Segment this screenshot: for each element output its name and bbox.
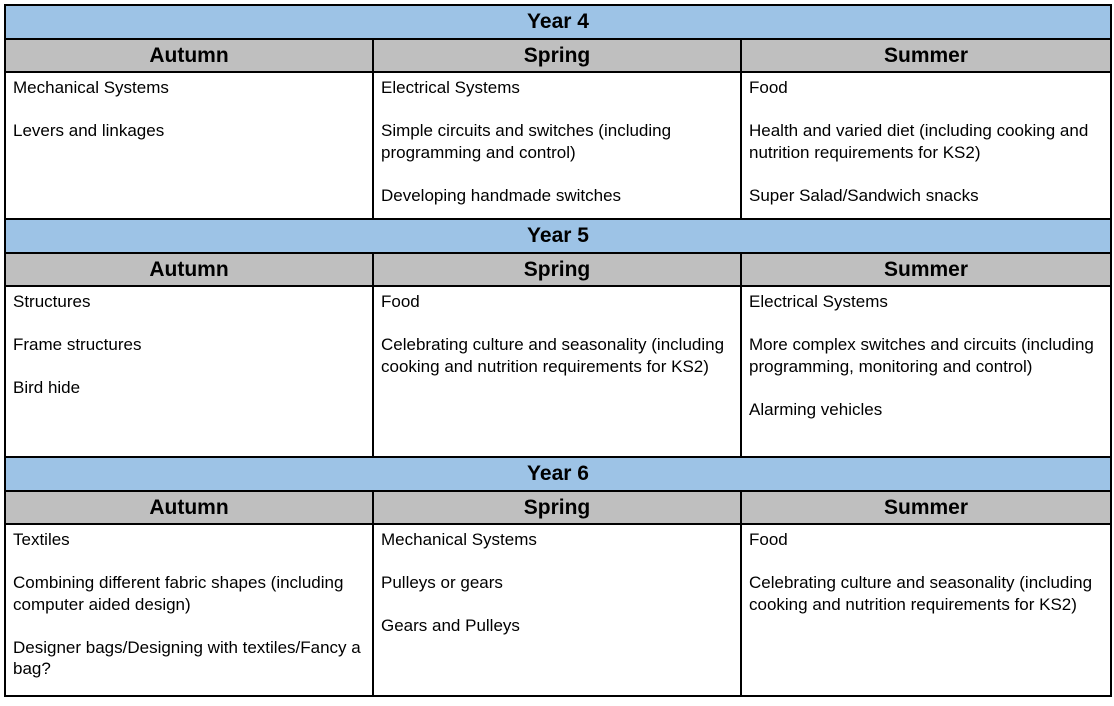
unit-item: Health and varied diet (including cooking and nutrition requirements for KS2) — [749, 121, 1089, 162]
year-4-summer-header: Summer — [741, 39, 1111, 72]
topic-label: Electrical Systems — [749, 292, 888, 311]
unit-item: Combining different fabric shapes (including computer aided design) — [13, 573, 344, 614]
topic-label: Structures — [13, 292, 91, 311]
topic-label: Mechanical Systems — [381, 530, 537, 549]
year-4-spring-cell — [373, 72, 741, 219]
year-6-spring-header: Spring — [373, 491, 741, 524]
unit-item: Celebrating culture and seasonality (including cooking and nutrition requirements for KS2) — [749, 573, 1093, 614]
year-5-summer-cell — [741, 286, 1111, 457]
year-5-autumn-header: Autumn — [5, 253, 373, 286]
topic-label: Food — [749, 78, 788, 97]
year-5-autumn-cell — [5, 286, 373, 457]
year-5-spring-header: Spring — [373, 253, 741, 286]
year-6-header: Year 6 — [5, 457, 1111, 491]
unit-item: Simple circuits and switches (including programming and control) — [381, 121, 672, 162]
unit-item: Designer bags/Designing with textiles/Fancy a bag? — [13, 637, 361, 678]
topic-label: Mechanical Systems — [13, 78, 169, 97]
topic-label: Food — [749, 530, 788, 549]
curriculum-table — [4, 4, 1112, 697]
year-4-autumn-header: Autumn — [5, 39, 373, 72]
unit-item: Super Salad/Sandwich snacks — [749, 185, 979, 205]
unit-item: Celebrating culture and seasonality (including cooking and nutrition requirements for KS2) — [381, 335, 725, 376]
year-6-spring-cell — [373, 524, 741, 696]
unit-item: Bird hide — [13, 378, 81, 397]
unit-item: Developing handmade switches — [381, 185, 622, 205]
unit-item: Gears and Pulleys — [381, 616, 520, 635]
year-4-header: Year 4 — [5, 5, 1111, 39]
year-6-autumn-cell — [5, 524, 373, 696]
unit-item: Pulleys or gears — [381, 573, 503, 592]
year-6-summer-header: Summer — [741, 491, 1111, 524]
unit-item: Levers and linkages — [13, 121, 165, 140]
topic-label: Textiles — [13, 530, 70, 549]
year-4-spring-header: Spring — [373, 39, 741, 72]
unit-item: Frame structures — [13, 335, 142, 354]
year-4-autumn-cell — [5, 72, 373, 219]
topic-label: Electrical Systems — [381, 78, 520, 97]
year-4-summer-cell — [741, 72, 1111, 219]
year-5-summer-header: Summer — [741, 253, 1111, 286]
topic-label: Food — [381, 292, 420, 311]
year-6-autumn-header: Autumn — [5, 491, 373, 524]
year-5-header: Year 5 — [5, 219, 1111, 253]
unit-item: More complex switches and circuits (including programming, monitoring and control) — [749, 335, 1094, 376]
year-6-summer-cell — [741, 524, 1111, 696]
year-5-spring-cell — [373, 286, 741, 457]
unit-item: Alarming vehicles — [749, 399, 883, 419]
